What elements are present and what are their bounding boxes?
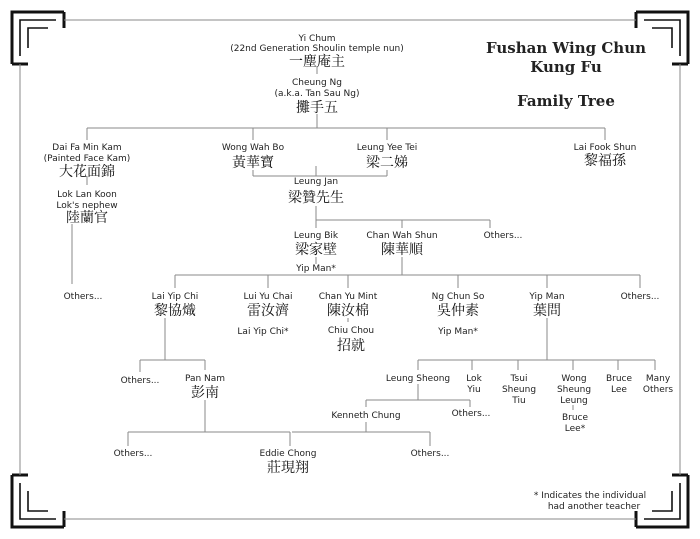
wong-sheung-leung-line-1: Wong <box>561 374 587 384</box>
node-others-lai: Others... <box>120 376 160 386</box>
lok-yiu-line-2: Yiu <box>467 385 481 395</box>
chiu-chou-chinese: 招就 <box>337 338 365 354</box>
node-leung-bik <box>294 231 339 258</box>
yi-chum-note: (22nd Generation Shoulin temple nun) <box>230 44 404 54</box>
chan-yu-mint-name: Chan Yu Mint <box>318 292 378 302</box>
node-leung-yee-tei <box>357 143 418 171</box>
node-bruce-lee <box>606 374 633 395</box>
footnote-line-1: * Indicates the individual <box>533 491 647 501</box>
node-others-leung-jan: Others... <box>483 231 523 241</box>
eddie-chong-name: Eddie Chong <box>259 449 317 459</box>
cheung-ng-name: Cheung Ng <box>292 78 342 88</box>
bruce-lee-line-2: Lee <box>611 385 627 395</box>
dai-fa-min-kam-note: (Painted Face Kam) <box>43 154 131 164</box>
bruce-lee-line-1: Bruce <box>605 374 633 384</box>
wong-wah-bo-chinese: 黃華寶 <box>232 155 274 171</box>
lui-yu-chai-chinese: 雷汝濟 <box>247 303 289 319</box>
lui-yu-chai-name: Lui Yu Chai <box>243 292 293 302</box>
yip-man-name: Yip Man <box>529 292 565 302</box>
tsui-sheung-tiu-line-2: Sheung <box>501 385 537 395</box>
node-wong-wah-bo <box>222 143 285 171</box>
leung-jan-name: Leung Jan <box>293 177 339 187</box>
title-line-1: Fushan Wing Chun <box>485 39 647 57</box>
many-others-line-2: Others <box>642 385 674 395</box>
yip-man-star-2: Yip Man* <box>438 327 478 337</box>
node-lai-yip-chi <box>152 292 199 319</box>
leung-yee-tei-chinese: 梁二娣 <box>366 155 408 171</box>
title-block <box>486 39 646 110</box>
chan-wah-shun-chinese: 陳華順 <box>381 242 423 258</box>
leung-bik-chinese: 梁家壁 <box>295 242 337 258</box>
ng-chun-so-chinese: 吳仲素 <box>437 303 479 319</box>
node-others-kenneth: Others... <box>410 449 450 459</box>
bruce-lee-star-line-1: Bruce <box>561 413 589 423</box>
footnote <box>534 491 646 512</box>
node-lui-yu-chai <box>237 292 292 337</box>
lok-yiu-line-1: Lok <box>466 374 482 384</box>
yi-chum-name: Yi Chum <box>298 34 336 44</box>
node-yip-man-star: Yip Man* <box>296 264 336 274</box>
leung-bik-name: Leung Bik <box>293 231 339 241</box>
node-others-left: Others... <box>63 292 103 302</box>
node-kenneth-chung: Kenneth Chung <box>331 411 401 421</box>
many-others-line-1: Many <box>645 374 671 384</box>
pan-nam-chinese: 彭南 <box>191 385 219 401</box>
pan-nam-name: Pan Nam <box>184 374 226 384</box>
tsui-sheung-tiu-line-1: Tsui <box>510 374 528 384</box>
node-many-others <box>643 374 674 395</box>
node-cheung-ng <box>274 78 359 116</box>
node-lok-lan-koon <box>56 190 117 226</box>
node-lok-yiu <box>466 374 482 395</box>
lok-lan-koon-chinese: 陸蘭官 <box>66 210 108 226</box>
node-chan-yu-mint <box>319 292 378 319</box>
lai-fook-shun-chinese: 黎福孫 <box>584 153 626 169</box>
node-ng-chun-so <box>432 292 485 337</box>
corner-ornament-top-left <box>12 12 64 64</box>
node-chiu-chou <box>328 326 374 354</box>
node-eddie-chong <box>260 449 317 476</box>
eddie-chong-chinese: 莊現翔 <box>267 460 309 476</box>
wong-wah-bo-name: Wong Wah Bo <box>221 143 285 153</box>
node-wong-sheung-leung <box>557 374 591 406</box>
lok-lan-koon-name: Lok Lan Koon <box>57 190 117 200</box>
title-line-2: Kung Fu <box>530 58 602 76</box>
node-leung-jan <box>288 177 344 206</box>
corner-ornament-bottom-left <box>12 475 64 527</box>
node-yip-man <box>528 292 564 319</box>
title-line-3: Family Tree <box>517 92 615 110</box>
cheung-ng-chinese: 攤手五 <box>296 100 338 116</box>
node-leung-sheong: Leung Sheong <box>385 374 451 384</box>
lai-fook-shun-name: Lai Fook Shun <box>573 143 637 153</box>
node-dai-fa-min-kam <box>44 143 131 180</box>
lai-yip-chi-chinese: 黎協熾 <box>154 303 196 319</box>
lai-yip-chi-star: Lai Yip Chi* <box>237 327 289 337</box>
node-pan-nam <box>185 374 225 401</box>
lai-yip-chi-name: Lai Yip Chi <box>151 292 199 302</box>
chan-yu-mint-chinese: 陳汝棉 <box>327 303 369 319</box>
wong-sheung-leung-line-3: Leung <box>560 396 588 406</box>
leung-yee-tei-name: Leung Yee Tei <box>356 143 418 153</box>
node-chan-wah-shun <box>366 231 437 258</box>
corner-ornament-bottom-right <box>636 475 688 527</box>
dai-fa-min-kam-chinese: 大花面錦 <box>59 164 115 180</box>
cheung-ng-note: (a.k.a. Tan Sau Ng) <box>274 89 360 99</box>
node-lai-fook-shun <box>574 143 637 169</box>
node-bruce-lee-star <box>562 413 589 434</box>
footnote-line-2: had another teacher <box>547 502 641 512</box>
yip-man-chinese: 葉問 <box>533 303 561 319</box>
lok-lan-koon-note: Lok's nephew <box>56 201 118 211</box>
bruce-lee-star-line-2: Lee* <box>564 424 586 434</box>
yi-chum-chinese: 一塵庵主 <box>289 54 345 70</box>
node-tsui-sheung-tiu <box>502 374 536 406</box>
dai-fa-min-kam-name: Dai Fa Min Kam <box>52 143 122 153</box>
leung-jan-chinese: 梁贊先生 <box>288 190 344 206</box>
node-others-leung-sheong: Others... <box>451 409 491 419</box>
ng-chun-so-name: Ng Chun So <box>431 292 485 302</box>
chiu-chou-name: Chiu Chou <box>327 326 375 336</box>
tsui-sheung-tiu-line-3: Tiu <box>512 396 526 406</box>
wong-sheung-leung-line-2: Sheung <box>556 385 592 395</box>
node-others-right: Others... <box>620 292 660 302</box>
node-yi-chum <box>230 34 404 70</box>
chan-wah-shun-name: Chan Wah Shun <box>366 231 438 241</box>
node-others-pan-nam: Others... <box>113 449 153 459</box>
